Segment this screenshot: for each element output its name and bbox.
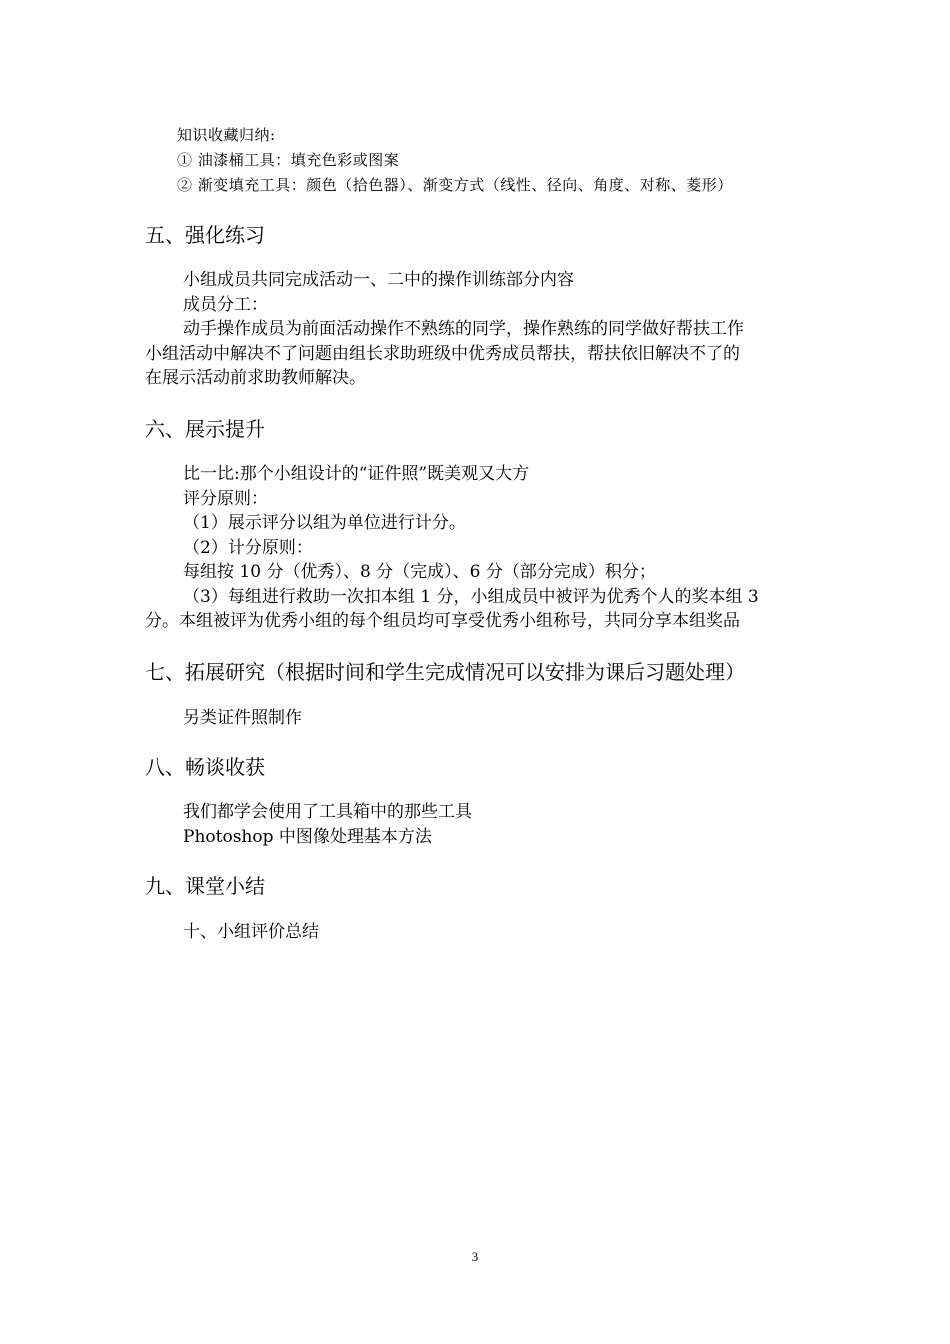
section5-line1: 小组成员共同完成活动一、二中的操作训练部分内容: [183, 270, 574, 290]
section6-line5: 每组按 10 分（优秀）、8 分（完成）、6 分（部分完成）积分；: [183, 562, 656, 582]
section6-line2: 评分原则：: [183, 488, 268, 509]
section6-body: [145, 462, 810, 634]
section7-body: [145, 706, 810, 731]
knowledge-notes: [177, 123, 837, 198]
section5-line5: 在展示活动前求助教师解决。: [145, 368, 366, 388]
section9-heading: 九、课堂小结: [145, 874, 265, 898]
section7-heading: 七、拓展研究（根据时间和学生完成情况可以安排为课后习题处理）: [145, 660, 745, 684]
section6-line7: 分。本组被评为优秀小组的每个组员均可享受优秀小组称号，共同分享本组奖品: [145, 611, 740, 631]
section6-line4: （2）计分原则：: [183, 537, 313, 558]
notes-item-gradient: ② 渐变填充工具：颜色（拾色器）、渐变方式（线性、径向、角度、对称、菱形）: [177, 176, 733, 194]
section8-line1: 我们都学会使用了工具箱中的那些工具: [183, 802, 472, 822]
notes-item-paint-bucket: ① 油漆桶工具：填充色彩或图案: [177, 151, 400, 169]
page-number: 3: [471, 1249, 479, 1264]
section5-line3: 动手操作成员为前面活动操作不熟练的同学，操作熟练的同学做好帮扶工作: [183, 319, 744, 339]
section8-line2: Photoshop 中图像处理基本方法: [183, 826, 432, 847]
section6-heading: 六、展示提升: [145, 417, 265, 441]
section8-body: [145, 800, 810, 849]
section5-body: [145, 268, 810, 391]
section5-heading: 五、强化练习: [145, 223, 265, 247]
section5-line2: 成员分工：: [183, 294, 268, 315]
section6-line1: 比一比:那个小组设计的“证件照”既美观又大方: [183, 464, 530, 484]
section5-line4: 小组活动中解决不了问题由组长求助班级中优秀成员帮扶，帮扶依旧解决不了的: [145, 343, 740, 364]
section6-line6: （3）每组进行救助一次扣本组 1 分，小组成员中被评为优秀个人的奖本组 3: [183, 586, 759, 607]
section7-line1: 另类证件照制作: [183, 708, 302, 728]
notes-title: 知识收藏归纳:: [177, 126, 276, 144]
section9-line1: 十、小组评价总结: [183, 922, 319, 942]
section6-line3: （1）展示评分以组为单位进行计分。: [183, 513, 466, 533]
section8-heading: 八、畅谈收获: [145, 755, 265, 779]
section9-body: [145, 920, 810, 945]
